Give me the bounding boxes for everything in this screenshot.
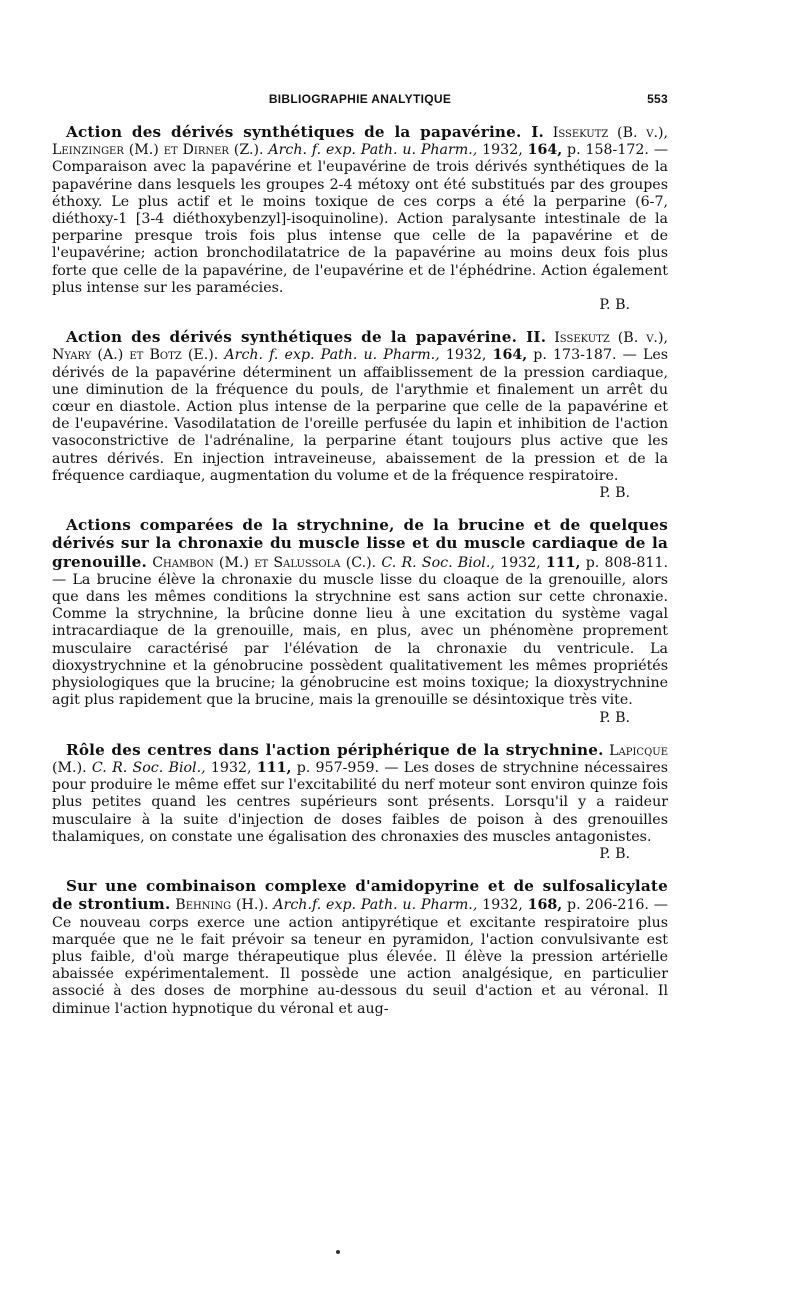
entry-body: — Comparaison avec la papavérine et l'eupavérine de trois dérivés synthétiques de la papavérine dans lesquels les groupes 2-4 métoxy ont été substitués par des groupes éthoxy. Le plus actif et le moins toxique de ces corps a été la perparine (6-7, diéthoxy-1 [3-4 diéthoxybenzyl]-isoquinoline). Action paralysante intestinale de la perparine presque trois fois plus intense que celle de la papavérine et de l'eupavérine; action bronchodilatatrice de la papavérine au moins deux fois plus forte que celle de la papavérine, de l'eupavérine et de l'éphédrine. Action également plus intense sur les paramécies. [52,142,668,296]
entry-signature: P. B. [599,845,630,862]
entry-title: Action des dérivés synthétiques de la papavérine. I. [66,123,545,141]
entry-pages: p. 808-811. [585,554,668,571]
entry-year: 1932, [445,347,487,364]
entry-authors: Behning (H.). [175,897,269,914]
entry-authors: Lapicque (M.). [52,742,668,776]
entry-body: — La brucine élève la chronaxie du muscle lisse du cloaque de la grenouille, alors que dans les mêmes conditions la strychnine est sans action sur cette chronaxie. Comme la strychnine, la brûcine donne lieu à une excitation du système vagal intracardiaque de la grenouille, mais, en plus, avec un phénomène proprement musculaire caractérisé par l'élévation de la chronaxie du ventricule. La dioxystrychnine et la génobrucine possèdent qualitativement les mêmes propriétés physiologiques que la brucine; la génobrucine est moins toxique; la dioxystrychnine agit plus rapidement que la brucine, mais la grenouille se désintoxique très vite. [52,571,668,709]
page-header [52,92,668,112]
entry-volume: 111, [256,759,292,776]
page-number: 553 [647,92,668,106]
entry-pages: p. 158-172. [567,142,649,159]
bibliography-entry [52,878,668,1018]
entry-journal: Arch.f. exp. Path. u. Pharm., [273,897,478,914]
entry-year: 1932, [482,142,523,159]
running-title: BIBLIOGRAPHIE ANALYTIQUE [268,92,452,106]
bibliography-entry [52,124,668,314]
bibliography-entries [52,124,668,1033]
entry-authors: Issekutz (B. v.), Nyary (A.) et Botz (E.). [52,330,668,364]
entry-pages: p. 957-959. [296,759,380,776]
entry-body: — Les dérivés de la papavérine déterminent un affaiblissement de la pression cardiaque, une diminution de la fréquence du pouls, de l'arythmie et finalement un arrêt du cœur en diastole. Action plus intense de la perparine que celle de la papavérine et de l'eupavérine. Vasodilatation de l'oreille perfusée du lapin et inhibition de l'action vasoconstrictive de l'adrénaline, la perparine étant toujours plus active que les autres dérivés. En injection intraveineuse, abaissement de la pression et de la fréquence cardiaque, augmentation du volume et de la fréquence respiratoire. [52,347,669,484]
bibliography-entry [52,517,668,726]
entry-year: 1932, [210,759,252,776]
footer-dot [336,1250,340,1254]
entry-volume: 168, [527,897,563,914]
entry-authors: Issekutz (B. v.), Leinzinger (M.) et Dirner (Z.). [52,125,669,159]
entry-journal: C. R. Soc. Biol., [91,759,206,776]
bibliography-entry [52,742,668,863]
entry-year: 1932, [482,897,523,914]
entry-journal: C. R. Soc. Biol., [381,554,495,571]
entry-volume: 164, [527,142,563,159]
entry-pages: p. 173-187. [533,347,617,364]
entry-pages: p. 206-216. [567,897,649,914]
entry-year: 1932, [500,554,541,571]
entry-authors: Chambon (M.) et Salussola (C.). [152,554,377,571]
entry-title: Action des dérivés synthétiques de la papavérine. II. [66,328,547,347]
entry-journal: Arch. f. exp. Path. u. Pharm., [224,347,440,364]
entry-body: — Les doses de strychnine nécessaires pour produire le même effet sur l'excitabilité du nerf moteur sont environ quinze fois plus petites quand les centres supérieurs sont présents. Lorsqu'il y a raideur musculaire à la suite d'injection de doses faibles de poison à des grenouilles thalamiques, on constate une égalisation des chronaxies des muscles antagonistes. [52,759,669,845]
entry-volume: 164, [492,347,528,364]
entry-title: Actions comparées de la strychnine, de la brucine et de quelques dérivés sur la chronaxie du muscle lisse et du muscle cardiaque de la grenouille. [52,516,668,571]
entry-title: Sur une combinaison complexe d'amidopyrine et de sulfosalicylate de strontium. [52,877,668,914]
entry-body: — Ce nouveau corps exerce une action antipyrétique et excitante respiratoire plus marquée que ne le fait prévoir sa teneur en pyramidon, l'action convulsivante est plus faible, d'où marge thérapeutique plus élevée. Il élève la pression artérielle abaissée expérimentalement. Il possède une action analgésique, en particulier associé à des doses de morphine au-dessous du seuil d'action et au véronal. Il diminue l'action hypnotique du véronal et aug- [52,897,668,1017]
entry-signature: P. B. [599,709,630,726]
entry-title: Rôle des centres dans l'action périphérique de la strychnine. [66,740,604,759]
entry-journal: Arch. f. exp. Path. u. Pharm., [268,142,478,159]
entry-signature: P. B. [599,485,630,502]
entry-volume: 111, [545,554,581,571]
bibliography-entry [52,329,668,502]
entry-signature: P. B. [599,297,630,314]
